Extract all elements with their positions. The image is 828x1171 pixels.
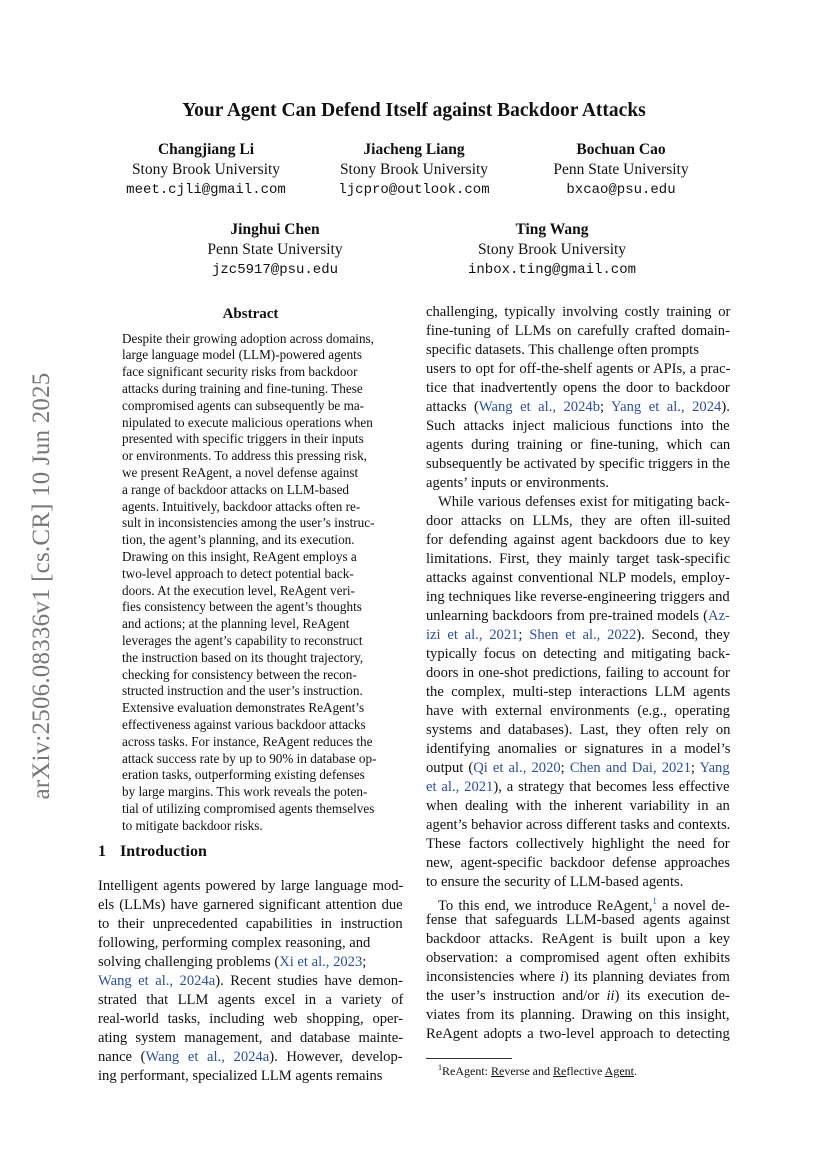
- footnote-text: Re: [553, 1064, 567, 1078]
- text-span: ii: [606, 988, 615, 1004]
- text-span: ). However, develop-: [269, 1048, 403, 1065]
- text-span: ) its execution de-: [614, 988, 730, 1004]
- abstract-line: to mitigate backdoor risks.: [122, 817, 263, 833]
- text-span: observation: a compromised agent often exhibits: [426, 950, 731, 966]
- text-line: [426, 550, 730, 569]
- text-span: following, performing complex reasoning, and: [98, 934, 371, 951]
- citation-link[interactable]: izi et al., 2021: [426, 627, 519, 643]
- text-line: [426, 987, 730, 1006]
- abstract-line: checking for consistency between the recon-: [122, 666, 357, 682]
- text-line: [98, 896, 403, 915]
- text-span: strated that LLM agents excel in a variety of: [98, 991, 404, 1008]
- text-span: tice that inadvertently opens the door to backdoor: [426, 380, 730, 396]
- abstract-heading: Abstract: [222, 306, 279, 322]
- author-name: Jiacheng Liang: [363, 141, 465, 158]
- citation-link[interactable]: Az-: [708, 608, 730, 624]
- text-line: [98, 1010, 403, 1029]
- text-span: agent’s behavior across different tasks and contexts.: [426, 817, 731, 833]
- text-line: [426, 816, 730, 835]
- author-name: Jinghui Chen: [230, 221, 320, 238]
- abstract-line: a range of backdoor attacks on LLM-based: [122, 481, 350, 497]
- paper-title: Your Agent Can Defend Itself against Backdoor Attacks: [182, 100, 646, 121]
- abstract-line: tion, the agent’s planning, and its execution.: [122, 532, 355, 548]
- text-span: doors in one-shot predictions, failing to account for: [426, 665, 730, 681]
- text-line: [426, 379, 730, 398]
- footnote-text: .: [634, 1064, 637, 1078]
- text-span: Such attacks inject malicious functions into the: [426, 418, 730, 434]
- text-line: [426, 436, 730, 455]
- text-span: door attacks on LLMs, they are often ill-suited: [426, 513, 731, 529]
- text-line: [426, 1025, 730, 1044]
- abstract-line: leverages the agent’s capability to reconstruct: [122, 632, 363, 648]
- text-line: [426, 417, 730, 436]
- footnote-text: ReAgent:: [442, 1064, 491, 1078]
- text-span: ;: [600, 399, 612, 415]
- text-line: [426, 626, 730, 645]
- text-line: [426, 360, 730, 379]
- text-span: have with external environments (e.g., operating: [426, 703, 730, 719]
- text-span: identifying anomalies or signatures in a model’s: [426, 741, 731, 757]
- citation-link[interactable]: Yang: [699, 760, 730, 776]
- text-line: [426, 512, 730, 531]
- text-line: [426, 645, 730, 664]
- text-line: [438, 493, 730, 512]
- text-line: [426, 702, 730, 721]
- abstract-line: face significant security risks from backdoor: [122, 364, 358, 380]
- text-span: nance (: [98, 1048, 146, 1065]
- footnote-text: Re: [491, 1064, 505, 1078]
- abstract-line: compromised agents can subsequently be ma-: [122, 397, 365, 413]
- section-title: Introduction: [120, 843, 207, 860]
- text-line: [98, 953, 366, 972]
- author-name: Bochuan Cao: [576, 141, 666, 158]
- footnote-text: Agent: [604, 1064, 634, 1078]
- text-line: [438, 892, 730, 914]
- text-span: ating system management, and database mainte-: [98, 1029, 404, 1046]
- text-span: specific datasets. This challenge often prompts: [426, 342, 699, 358]
- text-span: ;: [690, 760, 700, 776]
- text-span: challenging, typically involving costly training or: [426, 304, 731, 320]
- text-line: [98, 915, 403, 934]
- text-span: ReAgent adopts a two-level approach to detecting: [426, 1026, 730, 1042]
- author-name: Changjiang Li: [157, 141, 255, 158]
- text-span: backdoor attacks. ReAgent is built upon a key: [426, 931, 731, 947]
- text-line: [426, 607, 730, 626]
- text-line: [426, 949, 730, 968]
- citation-link[interactable]: Chen and Dai, 2021: [569, 760, 691, 776]
- citation-link[interactable]: et al., 2021: [426, 779, 494, 795]
- text-span: ), a strategy that becomes less effective: [493, 779, 730, 795]
- abstract-line: attacks during training and fine-tuning. These: [122, 380, 363, 396]
- abstract-line: presented with specific triggers in their inputs: [122, 431, 364, 447]
- citation-link[interactable]: Yang et al., 2024: [611, 399, 722, 415]
- text-span: users to opt for off-the-shelf agents or APIs, a prac-: [426, 361, 731, 377]
- text-span: attacks against conventional NLP models, employ-: [426, 570, 730, 586]
- text-line: [426, 664, 730, 683]
- text-span: fine-tuning of LLMs on carefully crafted domain-: [426, 323, 730, 339]
- citation-link[interactable]: Qi et al., 2020: [473, 760, 561, 776]
- text-span: output (: [426, 760, 474, 776]
- citation-link[interactable]: Wang et al., 2024a: [98, 972, 216, 989]
- text-span: systems and databases). Last, they often rely on: [426, 722, 731, 738]
- citation-link[interactable]: Wang et al., 2024b: [478, 399, 600, 415]
- text-span: While various defenses exist for mitigating back-: [438, 494, 730, 510]
- text-span: These factors collectively highlight the need for: [426, 836, 730, 852]
- text-line: [426, 322, 730, 341]
- text-span: To this end, we introduce ReAgent,: [438, 897, 653, 914]
- text-line: [98, 991, 403, 1010]
- text-span: ing techniques like reverse-engineering triggers and: [426, 589, 730, 605]
- text-span: ;: [560, 760, 570, 776]
- text-line: [426, 854, 730, 873]
- text-span: real-world tasks, including web shopping, oper-: [98, 1010, 403, 1027]
- text-line: [98, 972, 403, 991]
- abstract-line: large language model (LLM)-powered agents: [122, 347, 362, 363]
- footnote-rule: [426, 1058, 512, 1059]
- text-line: [426, 797, 730, 816]
- abstract-line: across tasks. For instance, ReAgent reduces the: [122, 733, 373, 749]
- citation-link[interactable]: Shen et al., 2022: [529, 627, 637, 643]
- abstract-line: sult in inconsistencies among the user’s instruc-: [122, 515, 375, 531]
- arxiv-sidebar-stamp: [22, 346, 62, 826]
- author-block: [294, 140, 534, 200]
- author-email: jzc5917@psu.edu: [211, 262, 339, 278]
- text-line: [426, 531, 730, 550]
- footnote-marker: 1: [652, 896, 657, 906]
- author-affiliation: Stony Brook University: [339, 161, 489, 178]
- text-span: limitations. First, they mainly target task-specific: [426, 551, 731, 567]
- author-affiliation: Stony Brook University: [477, 241, 627, 258]
- text-span: the complex, multi-step interactions LLM agents: [426, 684, 731, 700]
- text-span: els (LLMs) have garnered significant attention due: [98, 896, 403, 913]
- section-number: 1: [98, 843, 106, 860]
- text-span: viates from its planning. Drawing on this insight,: [426, 1007, 730, 1023]
- text-span: ;: [362, 953, 367, 970]
- text-line: [426, 303, 730, 322]
- footnote-text: verse and: [504, 1064, 553, 1078]
- abstract-line: doors. At the execution level, ReAgent veri-: [122, 582, 355, 598]
- author-block: [155, 220, 395, 280]
- text-span: ).: [721, 399, 730, 415]
- text-line: [426, 740, 730, 759]
- text-span: unlearning backdoors from pre-trained models (: [426, 608, 709, 624]
- text-span: typically focus on detecting and mitigating back-: [426, 646, 731, 662]
- author-name: Ting Wang: [515, 221, 589, 238]
- text-line: [98, 934, 370, 953]
- text-line: [426, 569, 730, 588]
- text-line: [426, 968, 730, 987]
- text-span: agents’ inputs or environments.: [426, 475, 609, 491]
- author-email: ljcpro@outlook.com: [338, 182, 490, 198]
- abstract-line: attack success rate by up to 90% in database op-: [122, 750, 377, 766]
- citation-link[interactable]: Wang et al., 2024a: [145, 1048, 270, 1065]
- text-span: attacks (: [426, 399, 479, 415]
- author-block: [501, 140, 741, 200]
- text-line: [98, 1029, 403, 1048]
- text-line: [426, 474, 609, 493]
- abstract-line: Extensive evaluation demonstrates ReAgent’s: [122, 700, 365, 716]
- abstract-line: we present ReAgent, a novel defense against: [122, 464, 359, 480]
- text-span: for defending against agent backdoors due to key: [426, 532, 731, 548]
- text-span: a novel de-: [656, 897, 730, 914]
- text-line: [426, 778, 730, 797]
- text-span: new, agent-specific backdoor defense approaches: [426, 855, 730, 871]
- text-span: ). Recent studies have demon-: [215, 972, 403, 989]
- abstract-line: agents. Intuitively, backdoor attacks often re-: [122, 498, 361, 514]
- abstract-line: structed instruction and the user’s instruction.: [122, 683, 363, 699]
- text-span: agents during training or fine-tuning, which can: [426, 437, 731, 453]
- text-line: [426, 683, 730, 702]
- text-span: to their unprecedented capabilities in instruction: [98, 915, 403, 932]
- abstract-line: the instruction based on its thought trajectory,: [122, 649, 364, 665]
- text-line: [426, 588, 730, 607]
- text-line: [426, 911, 730, 930]
- text-span: Intelligent agents powered by large language mod-: [98, 877, 404, 894]
- text-span: the user’s instruction and/or: [426, 988, 607, 1004]
- text-span: ). Second, they: [636, 627, 731, 643]
- text-line: [426, 873, 683, 892]
- abstract-line: or environments. To address this pressing risk,: [122, 448, 367, 464]
- text-span: ;: [518, 627, 530, 643]
- footnote: [438, 1063, 637, 1079]
- text-span: inconsistencies where: [426, 969, 560, 985]
- footnote-marker: 1: [438, 1063, 442, 1072]
- author-email: inbox.ting@gmail.com: [467, 262, 637, 278]
- text-span: subsequently be activated by specific triggers in the: [426, 456, 730, 472]
- text-line: [98, 1048, 403, 1067]
- footnote-text: flective: [566, 1064, 605, 1078]
- text-line: [98, 877, 403, 896]
- text-line: [98, 1067, 382, 1086]
- text-line: [426, 759, 730, 778]
- text-line: [426, 1006, 730, 1025]
- text-line: [426, 455, 730, 474]
- text-line: [426, 721, 730, 740]
- text-span: fense that safeguards LLM-based agents against: [426, 912, 730, 928]
- text-span: when dealing with the inherent variability in an: [426, 798, 730, 814]
- author-affiliation: Penn State University: [207, 241, 343, 258]
- author-affiliation: Stony Brook University: [131, 161, 281, 178]
- text-line: [426, 930, 730, 949]
- text-span: to ensure the security of LLM-based agents.: [426, 874, 684, 890]
- text-span: solving challenging problems (: [98, 953, 280, 970]
- abstract-line: fies consistency between the agent’s thoughts: [122, 599, 362, 615]
- arxiv-id: arXiv:2506.08336v1 [cs.CR] 10 Jun 2025: [28, 372, 55, 800]
- author-block: [432, 220, 672, 280]
- citation-link[interactable]: Xi et al., 2023: [279, 953, 363, 970]
- text-line: [426, 398, 730, 417]
- text-span: ) its planning deviates from: [564, 969, 730, 985]
- section-heading: [98, 843, 207, 861]
- text-span: i: [559, 969, 565, 985]
- abstract-line: eration tasks, outperforming existing defenses: [122, 767, 365, 783]
- text-span: ing performant, specialized LLM agents remains: [98, 1067, 383, 1084]
- text-line: [426, 835, 730, 854]
- text-line: [426, 341, 699, 360]
- abstract-line: Drawing on this insight, ReAgent employs a: [122, 548, 357, 564]
- author-affiliation: Penn State University: [553, 161, 689, 178]
- abstract-line: effectiveness against various backdoor attacks: [122, 716, 366, 732]
- author-block: [86, 140, 326, 200]
- abstract-line: by large margins. This work reveals the poten-: [122, 784, 368, 800]
- abstract-line: and actions; at the planning level, ReAgent: [122, 616, 350, 632]
- abstract-line: tial of utilizing compromised agents themselves: [122, 800, 375, 816]
- abstract-line: Despite their growing adoption across domains,: [122, 330, 374, 346]
- author-email: bxcao@psu.edu: [566, 182, 676, 198]
- abstract-line: nipulated to execute malicious operations when: [122, 414, 373, 430]
- abstract-line: two-level approach to detect potential back-: [122, 565, 354, 581]
- author-email: meet.cjli@gmail.com: [126, 182, 286, 198]
